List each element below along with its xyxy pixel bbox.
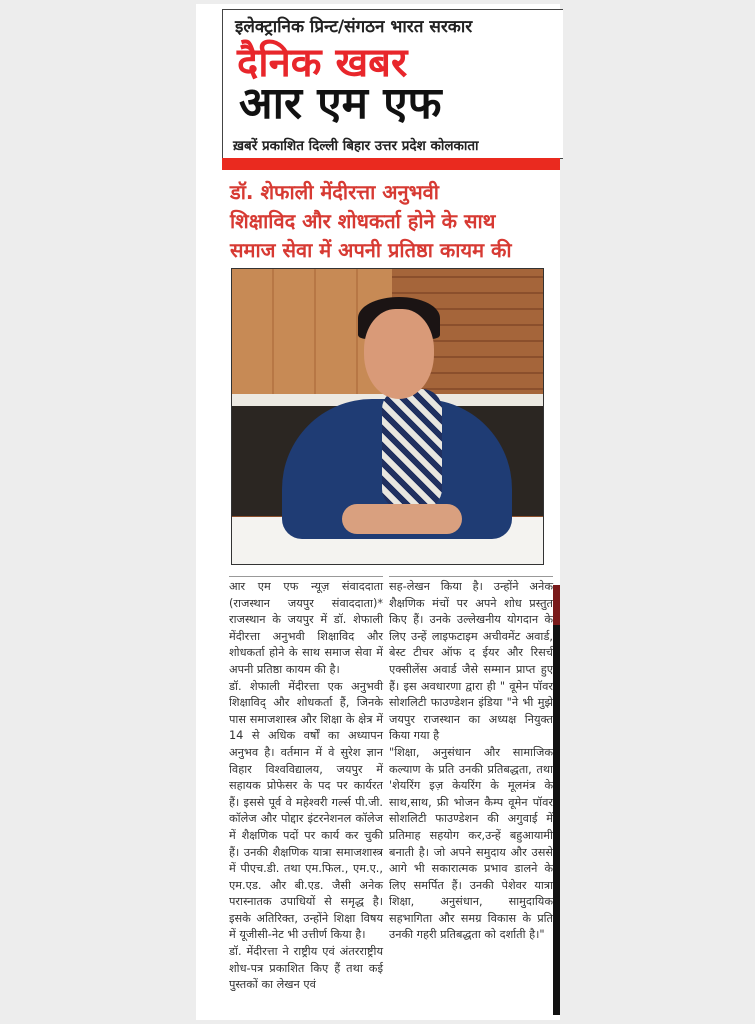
masthead-divider [222, 158, 560, 170]
article-paragraph: आर एम एफ न्यूज़ संवाददाता (राजस्थान जयपुर संवाददाता)* राजस्थान के जयपुर में डॉ. शेफाली मेंदीरत्ता अनुभवी शिक्षाविद और शोधकर्ता होने के साथ समाज सेवा में अपनी प्रतिष्ठा कायम की है। [229, 580, 383, 676]
article-column-2 [389, 579, 553, 944]
article-paragraph: डॉ. मेंदीरत्ता ने राष्ट्रीय एवं अंतरराष्ट्रीय शोध-पत्र प्रकाशित किए हैं तथा कई पुस्तकों का लेखन एवं [229, 945, 383, 992]
newspaper-subtitle: आर एम एफ [239, 78, 442, 129]
article-paragraph: डॉ. शेफाली मेंदीरत्ता एक अनुभवी शिक्षाविद् और शोधकर्ता हैं, जिनके पास समाजशास्त्र और शिक्षा के क्षेत्र में 14 से अधिक वर्षों का अध्यापन अनुभव है। वर्तमान में वे सुरेश ज्ञान विहार विश्वविद्यालय, जयपुर में सहायक प्रोफेसर के पद पर कार्यरत हैं। इससे पूर्व वे महेश्वरी गर्ल्स पी.जी. कॉलेज और पोद्दार इंटरनेशनल कॉलेज में शैक्षणिक पदों पर कार्य कर चुकी हैं। उनकी शैक्षणिक यात्रा समाजशास्त्र में पीएच.डी. तथा एम.फिल., एम.ए., एम.एड. और बी.एड. जैसी अनेक परास्नातक उपाधियों से समृद्ध है। इसके अतिरिक्त, उन्होंने शिक्षा विषय में यूजीसी-नेट भी उत्तीर्ण किया है। [229, 679, 383, 942]
masthead [222, 9, 563, 159]
article-paragraph: सह-लेखन किया है। उन्होंने अनेक शैक्षणिक मंचों पर अपने शोध प्रस्तुत किए हैं। उनके उल्लेखनीय योगदान के लिए उन्हें लाइफटाइम अचीवमेंट अवार्ड, बेस्ट टीचर ऑफ द ईयर और रिसर्च एक्सीलेंस अवार्ड जैसे सम्मान प्राप्त हुए हैं। इस अवधारणा द्वारा ही " वूमेन पॉवर सोशलिटी फाउण्डेशन इंडिया "ने भी मुझे जयपुर राजस्थान का अध्यक्ष नियुक्त किया गया है [389, 580, 553, 743]
article-column-1 [229, 579, 383, 994]
newspaper-title: दैनिक खबर [237, 40, 408, 86]
headline-line: समाज सेवा में अपनी प्रतिष्ठा कायम की [230, 238, 512, 262]
masthead-cities: ख़बरें प्रकाशित दिल्ली बिहार उत्तर प्रदेश कोलकाता [233, 138, 479, 154]
column-rule [389, 576, 553, 577]
headline-line: डॉ. शेफाली मेंदीरत्ता अनुभवी [230, 180, 439, 204]
column-rule [229, 576, 383, 577]
masthead-tagline: इलेक्ट्रानिक प्रिन्ट/संगठन भारत सरकार [235, 17, 473, 37]
headline-line: शिक्षाविद और शोधकर्ता होने के साथ [230, 209, 496, 233]
article-paragraph: "शिक्षा, अनुसंधान और सामाजिक कल्याण के प्रति उनकी प्रतिबद्धता, तथा 'शेयरिंग इज़ केयरिंग के मूलमंत्र के साथ,साथ, फ्री भोजन कैम्प वूमेन पॉवर सोशलिटी फाउण्डेशन की अगुवाई में प्रतिमाह सहयोग कर,उन्हें बहुआयामी बनाती है। जो अपने समुदाय और उससे आगे भी सकारात्मक प्रभाव डालने के लिए समर्पित हैं। उनकी पेशेवर यात्रा शिक्षा, अनुसंधान, सामुदायिक सहभागिता और समग्र विकास के प्रति उनकी गहरी प्रतिबद्धता को दर्शाती है।" [389, 745, 553, 942]
article-headline [230, 178, 560, 265]
adjacent-page-edge [553, 585, 560, 1015]
article-photo [231, 268, 544, 565]
